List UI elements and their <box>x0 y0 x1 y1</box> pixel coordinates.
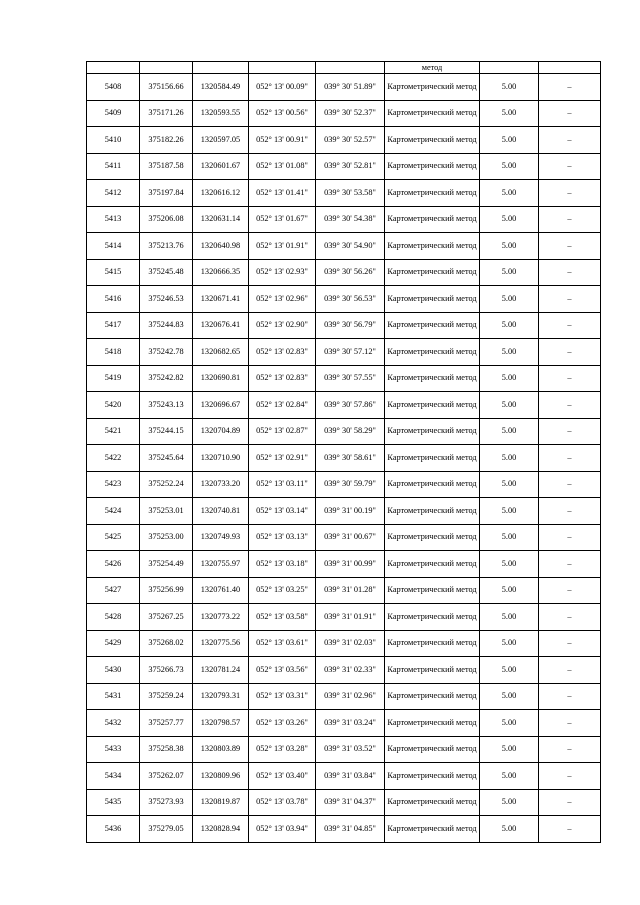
note-cell: – <box>539 551 601 578</box>
method-cell: Картометрический метод <box>385 339 480 366</box>
table-cell <box>87 62 140 74</box>
y-coordinate-cell: 1320781.24 <box>193 657 249 684</box>
latitude-cell: 052° 13' 02.91" <box>249 445 316 472</box>
x-coordinate-cell: 375197.84 <box>140 180 193 207</box>
method-cell: Картометрический метод <box>385 392 480 419</box>
latitude-cell: 052° 13' 03.11" <box>249 471 316 498</box>
latitude-cell: 052° 13' 03.25" <box>249 577 316 604</box>
table-row <box>87 736 601 763</box>
method-cell: Картометрический метод <box>385 551 480 578</box>
latitude-cell: 052° 13' 01.08" <box>249 153 316 180</box>
note-cell: – <box>539 657 601 684</box>
table-cell <box>193 62 249 74</box>
method-cell: Картометрический метод <box>385 736 480 763</box>
note-cell: – <box>539 630 601 657</box>
latitude-cell: 052° 13' 02.84" <box>249 392 316 419</box>
accuracy-cell: 5.00 <box>480 683 539 710</box>
longitude-cell: 039° 30' 56.79" <box>316 312 385 339</box>
accuracy-cell: 5.00 <box>480 206 539 233</box>
latitude-cell: 052° 13' 02.83" <box>249 365 316 392</box>
table-row <box>87 524 601 551</box>
note-cell: – <box>539 498 601 525</box>
accuracy-cell: 5.00 <box>480 153 539 180</box>
longitude-cell: 039° 30' 56.53" <box>316 286 385 313</box>
point-number-cell: 5422 <box>87 445 140 472</box>
latitude-cell: 052° 13' 03.40" <box>249 763 316 790</box>
point-number-cell: 5425 <box>87 524 140 551</box>
point-number-cell: 5423 <box>87 471 140 498</box>
table-row <box>87 206 601 233</box>
x-coordinate-cell: 375156.66 <box>140 74 193 101</box>
x-coordinate-cell: 375257.77 <box>140 710 193 737</box>
method-cell: Картометрический метод <box>385 524 480 551</box>
point-number-cell: 5409 <box>87 100 140 127</box>
x-coordinate-cell: 375262.07 <box>140 763 193 790</box>
y-coordinate-cell: 1320761.40 <box>193 577 249 604</box>
latitude-cell: 052° 13' 03.78" <box>249 789 316 816</box>
latitude-cell: 052° 13' 03.61" <box>249 630 316 657</box>
longitude-cell: 039° 30' 52.57" <box>316 127 385 154</box>
table-row <box>87 816 601 843</box>
method-cell: Картометрический метод <box>385 365 480 392</box>
y-coordinate-cell: 1320601.67 <box>193 153 249 180</box>
latitude-cell: 052° 13' 00.56" <box>249 100 316 127</box>
accuracy-cell: 5.00 <box>480 180 539 207</box>
y-coordinate-cell: 1320803.89 <box>193 736 249 763</box>
longitude-cell: 039° 30' 52.81" <box>316 153 385 180</box>
longitude-cell: 039° 31' 00.19" <box>316 498 385 525</box>
table-row <box>87 392 601 419</box>
latitude-cell: 052° 13' 02.87" <box>249 418 316 445</box>
accuracy-cell: 5.00 <box>480 445 539 472</box>
method-cell: Картометрический метод <box>385 153 480 180</box>
point-number-cell: 5431 <box>87 683 140 710</box>
latitude-cell: 052° 13' 03.31" <box>249 683 316 710</box>
note-cell: – <box>539 259 601 286</box>
note-cell: – <box>539 339 601 366</box>
accuracy-cell: 5.00 <box>480 259 539 286</box>
x-coordinate-cell: 375244.15 <box>140 418 193 445</box>
note-cell: – <box>539 153 601 180</box>
table-row <box>87 551 601 578</box>
x-coordinate-cell: 375253.00 <box>140 524 193 551</box>
table-row <box>87 312 601 339</box>
table-row <box>87 233 601 260</box>
y-coordinate-cell: 1320666.35 <box>193 259 249 286</box>
note-cell: – <box>539 736 601 763</box>
longitude-cell: 039° 30' 56.26" <box>316 259 385 286</box>
note-cell: – <box>539 683 601 710</box>
accuracy-cell: 5.00 <box>480 100 539 127</box>
longitude-cell: 039° 30' 51.89" <box>316 74 385 101</box>
latitude-cell: 052° 13' 03.56" <box>249 657 316 684</box>
method-cell: Картометрический метод <box>385 445 480 472</box>
y-coordinate-cell: 1320640.98 <box>193 233 249 260</box>
latitude-cell: 052° 13' 02.90" <box>249 312 316 339</box>
y-coordinate-cell: 1320584.49 <box>193 74 249 101</box>
method-cell: Картометрический метод <box>385 180 480 207</box>
note-cell: – <box>539 365 601 392</box>
accuracy-cell: 5.00 <box>480 604 539 631</box>
y-coordinate-cell: 1320704.89 <box>193 418 249 445</box>
x-coordinate-cell: 375268.02 <box>140 630 193 657</box>
point-number-cell: 5419 <box>87 365 140 392</box>
x-coordinate-cell: 375182.26 <box>140 127 193 154</box>
latitude-cell: 052° 13' 01.41" <box>249 180 316 207</box>
point-number-cell: 5428 <box>87 604 140 631</box>
longitude-cell: 039° 30' 54.38" <box>316 206 385 233</box>
table-row <box>87 577 601 604</box>
latitude-cell: 052° 13' 02.93" <box>249 259 316 286</box>
longitude-cell: 039° 30' 59.79" <box>316 471 385 498</box>
table-row <box>87 604 601 631</box>
point-number-cell: 5408 <box>87 74 140 101</box>
point-number-cell: 5435 <box>87 789 140 816</box>
x-coordinate-cell: 375267.25 <box>140 604 193 631</box>
x-coordinate-cell: 375187.58 <box>140 153 193 180</box>
latitude-cell: 052° 13' 01.91" <box>249 233 316 260</box>
x-coordinate-cell: 375259.24 <box>140 683 193 710</box>
x-coordinate-cell: 375266.73 <box>140 657 193 684</box>
longitude-cell: 039° 31' 00.67" <box>316 524 385 551</box>
table-row <box>87 153 601 180</box>
method-cell: Картометрический метод <box>385 789 480 816</box>
x-coordinate-cell: 375245.64 <box>140 445 193 472</box>
y-coordinate-cell: 1320676.41 <box>193 312 249 339</box>
table-row <box>87 365 601 392</box>
table-row <box>87 498 601 525</box>
table-row <box>87 471 601 498</box>
y-coordinate-cell: 1320696.67 <box>193 392 249 419</box>
note-cell: – <box>539 180 601 207</box>
x-coordinate-cell: 375244.83 <box>140 312 193 339</box>
longitude-cell: 039° 30' 57.86" <box>316 392 385 419</box>
point-number-cell: 5410 <box>87 127 140 154</box>
y-coordinate-cell: 1320616.12 <box>193 180 249 207</box>
x-coordinate-cell: 375242.82 <box>140 365 193 392</box>
x-coordinate-cell: 375273.93 <box>140 789 193 816</box>
table-row <box>87 339 601 366</box>
latitude-cell: 052° 13' 00.09" <box>249 74 316 101</box>
latitude-cell: 052° 13' 03.26" <box>249 710 316 737</box>
method-cell: Картометрический метод <box>385 657 480 684</box>
y-coordinate-cell: 1320809.96 <box>193 763 249 790</box>
point-number-cell: 5429 <box>87 630 140 657</box>
y-coordinate-cell: 1320828.94 <box>193 816 249 843</box>
longitude-cell: 039° 31' 02.96" <box>316 683 385 710</box>
method-cell: Картометрический метод <box>385 127 480 154</box>
method-cell: Картометрический метод <box>385 604 480 631</box>
note-cell: – <box>539 604 601 631</box>
longitude-cell: 039° 31' 03.52" <box>316 736 385 763</box>
point-number-cell: 5433 <box>87 736 140 763</box>
y-coordinate-cell: 1320671.41 <box>193 286 249 313</box>
x-coordinate-cell: 375256.99 <box>140 577 193 604</box>
table-row <box>87 445 601 472</box>
longitude-cell: 039° 31' 02.33" <box>316 657 385 684</box>
accuracy-cell: 5.00 <box>480 339 539 366</box>
point-number-cell: 5411 <box>87 153 140 180</box>
accuracy-cell: 5.00 <box>480 789 539 816</box>
x-coordinate-cell: 375279.05 <box>140 816 193 843</box>
x-coordinate-cell: 375243.13 <box>140 392 193 419</box>
coordinates-table <box>86 61 601 843</box>
note-cell: – <box>539 789 601 816</box>
note-cell: – <box>539 206 601 233</box>
table-cell <box>140 62 193 74</box>
y-coordinate-cell: 1320798.57 <box>193 710 249 737</box>
y-coordinate-cell: 1320775.56 <box>193 630 249 657</box>
note-cell: – <box>539 710 601 737</box>
point-number-cell: 5415 <box>87 259 140 286</box>
y-coordinate-cell: 1320690.81 <box>193 365 249 392</box>
method-cell: Картометрический метод <box>385 471 480 498</box>
x-coordinate-cell: 375206.08 <box>140 206 193 233</box>
point-number-cell: 5432 <box>87 710 140 737</box>
point-number-cell: 5430 <box>87 657 140 684</box>
accuracy-cell: 5.00 <box>480 657 539 684</box>
point-number-cell: 5427 <box>87 577 140 604</box>
y-coordinate-cell: 1320749.93 <box>193 524 249 551</box>
accuracy-cell: 5.00 <box>480 816 539 843</box>
point-number-cell: 5414 <box>87 233 140 260</box>
table-row <box>87 657 601 684</box>
x-coordinate-cell: 375213.76 <box>140 233 193 260</box>
x-coordinate-cell: 375246.53 <box>140 286 193 313</box>
method-cell: Картометрический метод <box>385 630 480 657</box>
longitude-cell: 039° 31' 04.85" <box>316 816 385 843</box>
y-coordinate-cell: 1320631.14 <box>193 206 249 233</box>
x-coordinate-cell: 375258.38 <box>140 736 193 763</box>
note-cell: – <box>539 816 601 843</box>
x-coordinate-cell: 375254.49 <box>140 551 193 578</box>
table-row <box>87 100 601 127</box>
note-cell: – <box>539 100 601 127</box>
method-cell: Картометрический метод <box>385 74 480 101</box>
accuracy-cell: 5.00 <box>480 498 539 525</box>
latitude-cell: 052° 13' 03.14" <box>249 498 316 525</box>
note-cell: – <box>539 577 601 604</box>
method-cell: Картометрический метод <box>385 710 480 737</box>
x-coordinate-cell: 375253.01 <box>140 498 193 525</box>
accuracy-cell: 5.00 <box>480 365 539 392</box>
longitude-cell: 039° 31' 04.37" <box>316 789 385 816</box>
y-coordinate-cell: 1320740.81 <box>193 498 249 525</box>
point-number-cell: 5418 <box>87 339 140 366</box>
point-number-cell: 5413 <box>87 206 140 233</box>
accuracy-cell: 5.00 <box>480 630 539 657</box>
x-coordinate-cell: 375252.24 <box>140 471 193 498</box>
note-cell: – <box>539 445 601 472</box>
point-number-cell: 5424 <box>87 498 140 525</box>
note-cell: – <box>539 524 601 551</box>
note-cell: – <box>539 471 601 498</box>
latitude-cell: 052° 13' 03.13" <box>249 524 316 551</box>
point-number-cell: 5426 <box>87 551 140 578</box>
latitude-cell: 052° 13' 03.94" <box>249 816 316 843</box>
longitude-cell: 039° 31' 00.99" <box>316 551 385 578</box>
method-cell: Картометрический метод <box>385 683 480 710</box>
method-cell: Картометрический метод <box>385 259 480 286</box>
y-coordinate-cell: 1320793.31 <box>193 683 249 710</box>
y-coordinate-cell: 1320773.22 <box>193 604 249 631</box>
note-cell: – <box>539 74 601 101</box>
longitude-cell: 039° 31' 01.28" <box>316 577 385 604</box>
accuracy-cell: 5.00 <box>480 392 539 419</box>
point-number-cell: 5412 <box>87 180 140 207</box>
latitude-cell: 052° 13' 00.91" <box>249 127 316 154</box>
accuracy-cell: 5.00 <box>480 551 539 578</box>
table-row-continued <box>87 62 601 74</box>
table-cell <box>480 62 539 74</box>
point-number-cell: 5436 <box>87 816 140 843</box>
y-coordinate-cell: 1320682.65 <box>193 339 249 366</box>
method-cell: Картометрический метод <box>385 312 480 339</box>
table-cell <box>249 62 316 74</box>
table-row <box>87 789 601 816</box>
longitude-cell: 039° 31' 03.24" <box>316 710 385 737</box>
longitude-cell: 039° 30' 57.55" <box>316 365 385 392</box>
y-coordinate-cell: 1320733.20 <box>193 471 249 498</box>
table-row <box>87 418 601 445</box>
accuracy-cell: 5.00 <box>480 127 539 154</box>
method-cell: Картометрический метод <box>385 763 480 790</box>
longitude-cell: 039° 30' 58.61" <box>316 445 385 472</box>
longitude-cell: 039° 31' 02.03" <box>316 630 385 657</box>
table-row <box>87 683 601 710</box>
accuracy-cell: 5.00 <box>480 524 539 551</box>
method-cell: Картометрический метод <box>385 233 480 260</box>
note-cell: – <box>539 127 601 154</box>
longitude-cell: 039° 31' 01.91" <box>316 604 385 631</box>
note-cell: – <box>539 763 601 790</box>
x-coordinate-cell: 375242.78 <box>140 339 193 366</box>
table-row <box>87 630 601 657</box>
table-row <box>87 259 601 286</box>
longitude-cell: 039° 31' 03.84" <box>316 763 385 790</box>
table-row <box>87 127 601 154</box>
table-cell <box>316 62 385 74</box>
table-row <box>87 286 601 313</box>
method-cell: Картометрический метод <box>385 577 480 604</box>
table-row <box>87 763 601 790</box>
accuracy-cell: 5.00 <box>480 710 539 737</box>
longitude-cell: 039° 30' 57.12" <box>316 339 385 366</box>
point-number-cell: 5420 <box>87 392 140 419</box>
method-cell: Картометрический метод <box>385 100 480 127</box>
table-cell <box>539 62 601 74</box>
note-cell: – <box>539 392 601 419</box>
method-cell: Картометрический метод <box>385 206 480 233</box>
coordinates-table-body <box>87 62 601 843</box>
accuracy-cell: 5.00 <box>480 577 539 604</box>
point-number-cell: 5434 <box>87 763 140 790</box>
longitude-cell: 039° 30' 58.29" <box>316 418 385 445</box>
method-cell: Картометрический метод <box>385 286 480 313</box>
point-number-cell: 5416 <box>87 286 140 313</box>
table-row <box>87 74 601 101</box>
longitude-cell: 039° 30' 54.90" <box>316 233 385 260</box>
accuracy-cell: 5.00 <box>480 74 539 101</box>
accuracy-cell: 5.00 <box>480 286 539 313</box>
longitude-cell: 039° 30' 53.58" <box>316 180 385 207</box>
y-coordinate-cell: 1320597.05 <box>193 127 249 154</box>
accuracy-cell: 5.00 <box>480 471 539 498</box>
point-number-cell: 5421 <box>87 418 140 445</box>
note-cell: – <box>539 418 601 445</box>
accuracy-cell: 5.00 <box>480 763 539 790</box>
accuracy-cell: 5.00 <box>480 233 539 260</box>
method-cell: Картометрический метод <box>385 816 480 843</box>
y-coordinate-cell: 1320593.55 <box>193 100 249 127</box>
table-row <box>87 710 601 737</box>
latitude-cell: 052° 13' 02.83" <box>249 339 316 366</box>
x-coordinate-cell: 375171.26 <box>140 100 193 127</box>
method-cell: Картометрический метод <box>385 498 480 525</box>
accuracy-cell: 5.00 <box>480 312 539 339</box>
latitude-cell: 052° 13' 02.96" <box>249 286 316 313</box>
latitude-cell: 052° 13' 03.18" <box>249 551 316 578</box>
latitude-cell: 052° 13' 03.58" <box>249 604 316 631</box>
point-number-cell: 5417 <box>87 312 140 339</box>
latitude-cell: 052° 13' 03.28" <box>249 736 316 763</box>
longitude-cell: 039° 30' 52.37" <box>316 100 385 127</box>
note-cell: – <box>539 286 601 313</box>
table-row <box>87 180 601 207</box>
accuracy-cell: 5.00 <box>480 736 539 763</box>
note-cell: – <box>539 233 601 260</box>
table-cell: метод <box>385 62 480 74</box>
y-coordinate-cell: 1320819.87 <box>193 789 249 816</box>
x-coordinate-cell: 375245.48 <box>140 259 193 286</box>
y-coordinate-cell: 1320755.97 <box>193 551 249 578</box>
method-cell: Картометрический метод <box>385 418 480 445</box>
latitude-cell: 052° 13' 01.67" <box>249 206 316 233</box>
note-cell: – <box>539 312 601 339</box>
y-coordinate-cell: 1320710.90 <box>193 445 249 472</box>
accuracy-cell: 5.00 <box>480 418 539 445</box>
